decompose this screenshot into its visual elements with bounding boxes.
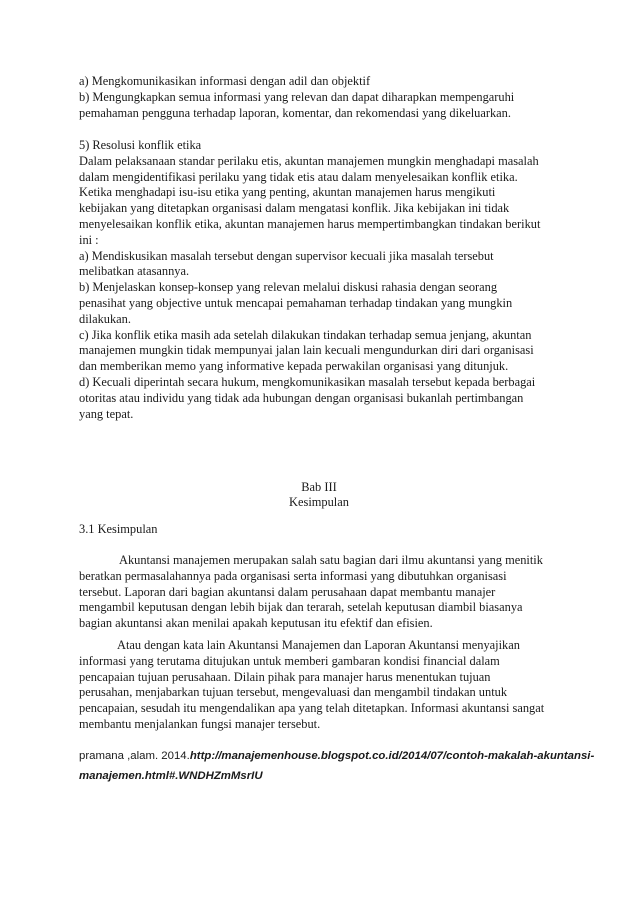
text-line: Akuntansi manajemen merupakan salah satu bagian dari ilmu akuntansi yang menitik <box>119 553 543 567</box>
text-line: Ketika menghadapi isu-isu etika yang penting, akuntan manajemen harus mengikuti <box>79 185 496 200</box>
text-line: yang tepat. <box>79 406 134 421</box>
reference-line-1 <box>79 746 595 766</box>
text-line: manajemen mungkin tidak mempunyai jalan lain kecuali mengundurkan diri dari organisasi <box>79 343 534 358</box>
reference-line-2 <box>79 766 579 786</box>
text-line: Dalam pelaksanaan standar perilaku etis, akuntan manajemen mungkin menghadapi masalah <box>79 153 539 168</box>
paragraph-conclusion-2 <box>79 638 579 733</box>
reference-author-year: pramana ,alam. 2014. <box>79 750 190 762</box>
reference-citation <box>79 746 595 786</box>
text-line: dan memberikan memo yang informative kepada perwakilan organisasi yang ditunjuk. <box>79 359 509 374</box>
subsection-heading-text: 3.1 Kesimpulan <box>79 522 158 536</box>
list-item: b) Mengungkapkan semua informasi yang relevan dan dapat diharapkan mempengaruhi <box>79 89 515 104</box>
text-line: beratkan permasalahannya pada organisasi serta informasi yang dibutuhkan organisasi <box>79 568 507 583</box>
section-heading: 5) Resolusi konflik etika <box>79 138 202 152</box>
chapter-number: Bab III <box>301 480 337 494</box>
text-line: bagian akuntansi akan menilai apakah keputusan itu efektif dan efisien. <box>79 616 433 631</box>
text-line: membantu menjalankan fungsi manajer tersebut. <box>79 716 321 731</box>
text-line: mengambil keputusan dengan lebih bijak dan terarah, setelah keputusan diambil biasanya <box>79 600 523 615</box>
subsection-heading <box>79 522 579 538</box>
chapter-title: Kesimpulan <box>289 495 349 509</box>
text-line: informasi yang terutama ditujukan untuk memberi gambaran kondisi financial dalam <box>79 653 500 668</box>
reference-url-part-1[interactable]: http://manajemenhouse.blogspot.co.id/2014/07/contoh-makalah-akuntansi- <box>189 750 595 762</box>
text-line: menyelesaikan konflik etika, akuntan manajemen harus mempertimbangkan tindakan berikut <box>79 216 541 231</box>
list-item: d) Kecuali diperintah secara hukum, mengkomunikasikan masalah tersebut kepada berbagai <box>79 374 536 389</box>
text-line: pencapaian tujuan perusahaan. Dilain pihak para manajer harus menentukan tujuan <box>79 669 491 684</box>
paragraph-conclusion-1 <box>79 553 579 632</box>
text-line: otoritas atau individu yang tidak ada hubungan dengan organisasi bukanlah pertimbangan <box>79 390 524 405</box>
list-item: a) Mendiskusikan masalah tersebut dengan supervisor kecuali jika masalah tersebut <box>79 248 494 263</box>
list-item-continuation: pemahaman pengguna terhadap laporan, komentar, dan rekomendasi yang dikeluarkan. <box>79 105 511 120</box>
text-line: perusahan, menjabarkan tujuan tersebut, mengevaluasi dan mengambil tindakan untuk <box>79 685 508 700</box>
text-line: kebijakan yang ditetapkan organisasi dalam mengatasi konflik. Jika kebijakan ini tidak <box>79 201 510 216</box>
section-conflict-resolution <box>79 138 579 422</box>
text-line: tersebut. Laporan dari bagian akuntansi dalam perusahaan dapat membantu manajer <box>79 584 496 599</box>
text-line: dilakukan. <box>79 311 131 326</box>
text-line: Atau dengan kata lain Akuntansi Manajemen dan Laporan Akuntansi menyajikan <box>117 638 520 652</box>
text-line: penasihat yang objective untuk mencapai pemahaman terhadap tindakan yang mungkin <box>79 295 513 310</box>
list-item: a) Mengkomunikasikan informasi dengan adil dan objektif <box>79 74 371 88</box>
text-line: melibatkan atasannya. <box>79 264 190 279</box>
text-line: pencapaian, sesudah itu mengendalikan apa yang telah ditetapkan. Informasi akuntansi sangat <box>79 701 545 716</box>
list-item: c) Jika konflik etika masih ada setelah dilakukan tindakan terhadap semua jenjang, akuntan <box>79 327 532 342</box>
list-item: b) Menjelaskan konsep-konsep yang relevan melalui diskusi rahasia dengan seorang <box>79 280 498 295</box>
text-line: dalam mengidentifikasi perilaku yang tidak etis atau dalam menyelesaikan konflik etika. <box>79 169 518 184</box>
list-block-communication <box>79 74 579 121</box>
reference-url-part-2[interactable]: manajemen.html#.WNDHZmMsrIU <box>79 770 263 782</box>
text-line: ini : <box>79 232 99 247</box>
